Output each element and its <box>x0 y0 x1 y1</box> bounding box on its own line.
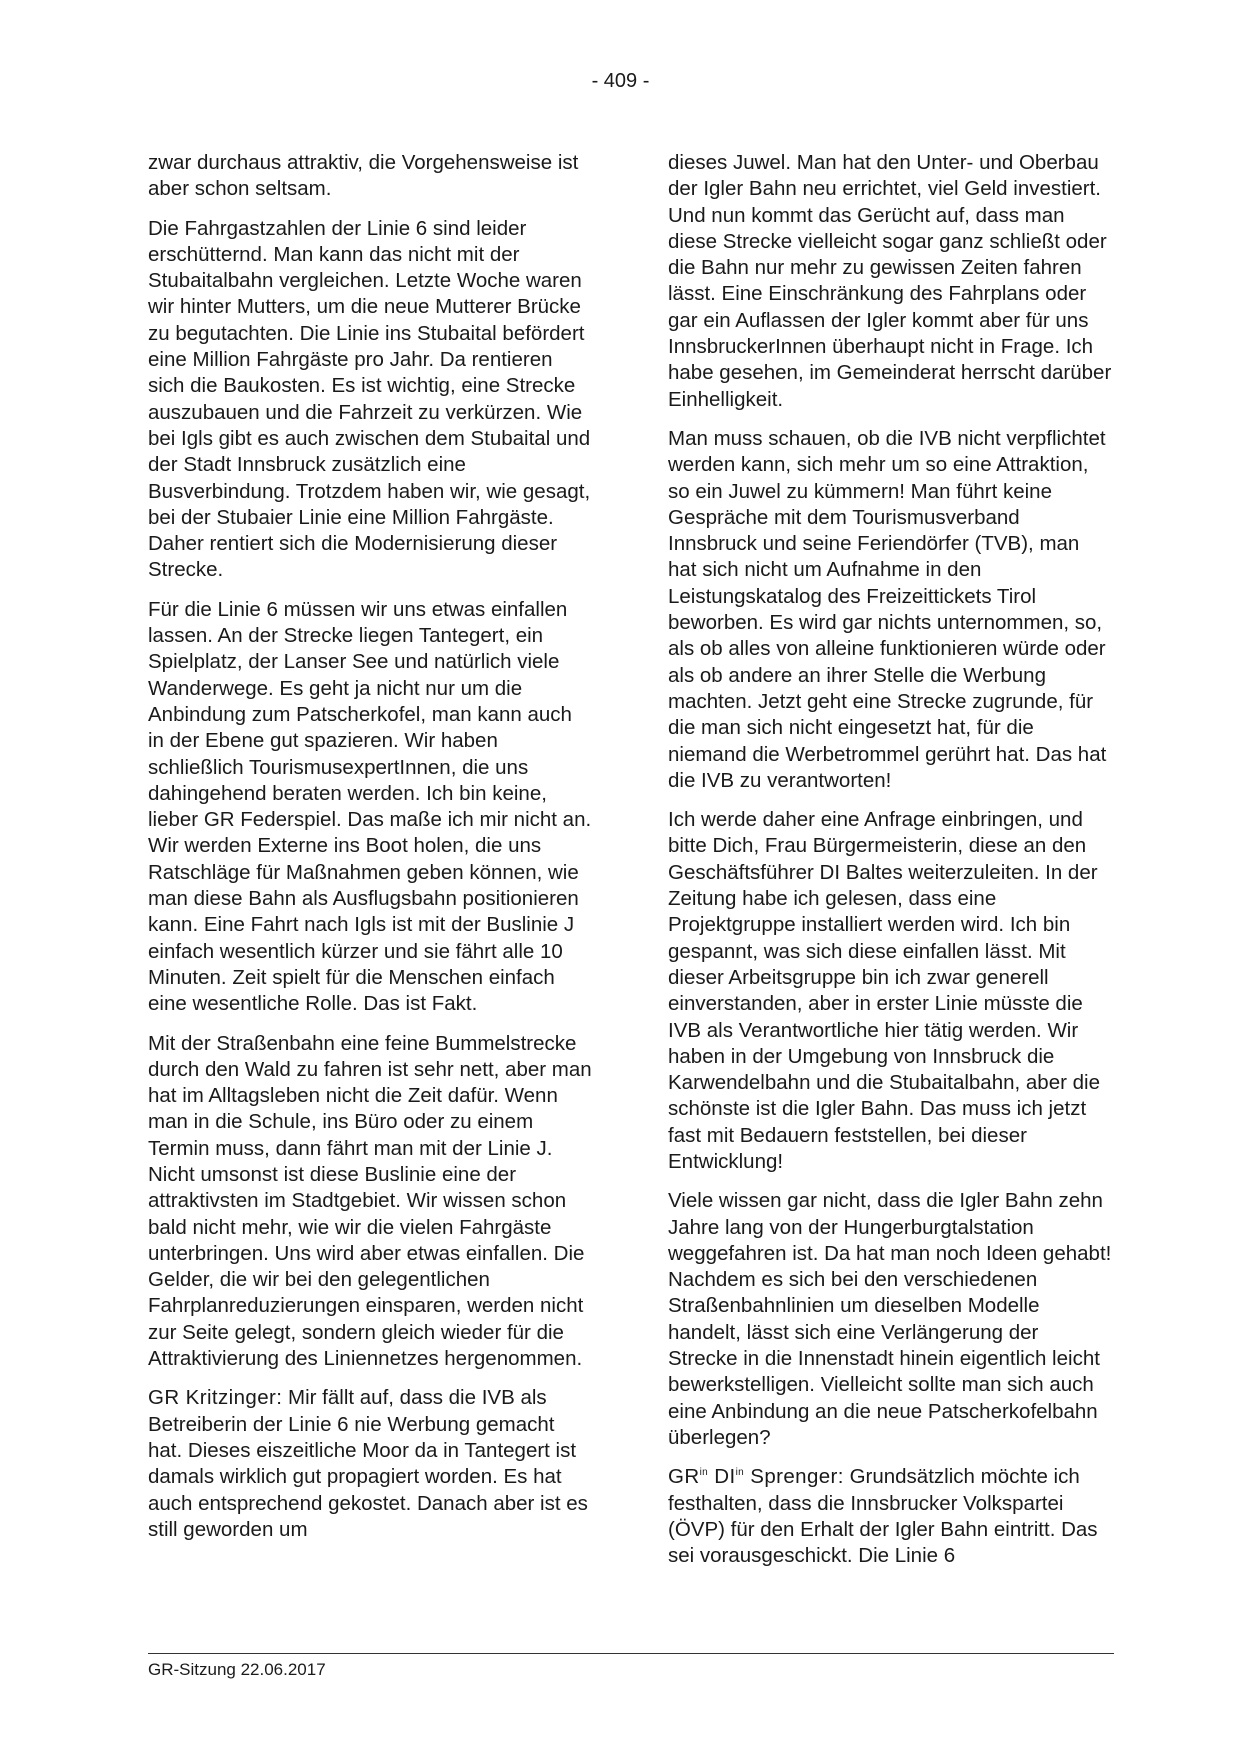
footer-divider <box>148 1653 1114 1654</box>
speaker-paragraph <box>668 1464 1112 1569</box>
speaker-title-di: DI <box>708 1465 736 1489</box>
speaker-title-di-suffix: in <box>735 1467 745 1479</box>
paragraph: Die Fahrgastzahlen der Linie 6 sind leider erschütternd. Man kann das nicht mit der Stubaitalbahn vergleichen. Letzte Woche waren wir hinter Mutters, um die neue Mutterer Brücke zu begutachten. Die Linie ins Stubaital befördert eine Million Fahrgäste pro Jahr. Da rentieren sich die Baukosten. Es ist wichtig, eine Strecke auszubauen und die Fahrzeit zu verkürzen. Wie bei Igls gibt es auch zwischen dem Stubaital und der Stadt Innsbruck zusätzlich eine Busverbindung. Trotzdem haben wir, wie gesagt, bei der Stubaier Linie eine Million Fahrgäste. Daher rentiert sich die Modernisierung dieser Strecke. <box>148 216 591 582</box>
paragraph: Für die Linie 6 müssen wir uns etwas einfallen lassen. An der Strecke liegen Tantegert, ein Spielplatz, der Lanser See und natürlich viele Wanderwege. Es geht ja nicht nur um die Anbindung zum Patscherkofel, man kann auch in der Ebene gut spazieren. Wir haben schließlich TourismusexpertInnen, die uns dahingehend beraten werden. Ich bin keine, lieber GR Federspiel. Das maße ich mir nicht an. Wir werden Externe ins Boot holen, die uns Ratschläge für Maßnahmen geben können, wie man diese Bahn als Ausflugsbahn positionieren kann. Eine Fahrt nach Igls ist mit der Buslinie J einfach wesentlich kürzer und sie fährt alle 10 Minuten. Zeit spielt für die Menschen einfach eine wesentliche Rolle. Das ist Fakt. <box>148 597 592 1016</box>
speaker-text: Grundsätzlich möchte ich festhalten, dass die Innsbrucker Volkspartei (ÖVP) für den Erhalt der Igler Bahn eintritt. Das sei vorausgeschickt. Die Linie 6 <box>668 1465 1098 1568</box>
speaker-name <box>668 1465 844 1488</box>
left-column <box>148 150 592 1556</box>
footer-session-date: GR-Sitzung 22.06.2017 <box>148 1660 326 1679</box>
speaker-text: Mir fällt auf, dass die IVB als Betreiberin der Linie 6 nie Werbung gemacht hat. Dieses eiszeitliche Moor da in Tantegert ist damals wirklich gut propagiert worden. Es hat auch entsprechend gekostet. Danach aber ist es still geworden um <box>148 1386 588 1541</box>
paragraph: Man muss schauen, ob die IVB nicht verpflichtet werden kann, sich mehr um so eine Attraktion, so ein Juwel zu kümmern! Man führt keine Gespräche mit dem Tourismusverband Innsbruck und seine Feriendörfer (TVB), man hat sich nicht um Aufnahme in den Leistungskatalog des Freizeittickets Tirol beworben. Es wird gar nichts unternommen, so, als ob alles von alleine funktionieren würde oder als ob andere an ihrer Stelle die Werbung machten. Jetzt geht eine Strecke zugrunde, für die man sich nicht eingesetzt hat, für die niemand die Werbetrommel gerührt hat. Das hat die IVB zu verantworten! <box>668 426 1107 792</box>
paragraph: zwar durchaus attraktiv, die Vorgehensweise ist aber schon seltsam. <box>148 151 579 201</box>
paragraph: Ich werde daher eine Anfrage einbringen, und bitte Dich, Frau Bürgermeisterin, diese an den Geschäftsführer DI Baltes weiterzuleiten. In der Zeitung habe ich gelesen, dass eine Projektgruppe installiert werden wird. Ich bin gespannt, was sich diese einfallen lässt. Mit dieser Arbeitsgruppe bin ich zwar generell einverstanden, aber in erster Linie müsste die IVB als Verantwortliche hier tätig werden. Wir haben in der Umgebung von Innsbruck die Karwendelbahn und die Stubaitalbahn, aber die schönste ist die Igler Bahn. Das muss ich jetzt fast mit Bedauern feststellen, bei dieser Entwicklung! <box>668 808 1100 1173</box>
speaker-surname: Sprenger: <box>744 1465 844 1489</box>
paragraph: Mit der Straßenbahn eine feine Bummelstrecke durch den Wald zu fahren ist sehr nett, aber man hat im Alltagsleben nicht die Zeit dafür. Wenn man in die Schule, ins Büro oder zu einem Termin muss, dann fährt man mit der Linie J. Nicht umsonst ist diese Buslinie eine der attraktivsten im Stadtgebiet. Wir wissen schon bald nicht mehr, wie wir die vielen Fahrgäste unterbringen. Uns wird aber etwas einfallen. Die Gelder, die wir bei den gelegentlichen Fahrplanreduzierungen einsparen, werden nicht zur Seite gelegt, sondern gleich wieder für die Attraktivierung des Liniennetzes hergenommen. <box>148 1031 592 1371</box>
right-column <box>668 150 1112 1582</box>
paragraph: dieses Juwel. Man hat den Unter- und Oberbau der Igler Bahn neu errichtet, viel Geld investiert. Und nun kommt das Gerücht auf, dass man diese Strecke vielleicht sogar ganz schließt oder die Bahn nur mehr zu gewissen Zeiten fahren lässt. Eine Einschränkung des Fahrplans oder gar ein Auflassen der Igler kommt aber für uns InnsbruckerInnen überhaupt nicht in Frage. Ich habe gesehen, im Gemeinderat herrscht darüber Einhelligkeit. <box>668 151 1112 411</box>
paragraph: Viele wissen gar nicht, dass die Igler Bahn zehn Jahre lang von der Hungerburgtalstation weggefahren ist. Da hat man noch Ideen gehabt! Nachdem es sich bei den verschiedenen Straßenbahnlinien um dieselben Modelle handelt, lässt sich eine Verlängerung der Strecke in die Innenstadt hinein eigentlich leicht bewerkstelligen. Vielleicht sollte man sich auch eine Anbindung an die neue Patscherkofelbahn überlegen? <box>668 1189 1112 1449</box>
page-number: - 409 - <box>591 70 650 92</box>
speaker-title-gr: GR <box>668 1465 700 1489</box>
speaker-paragraph <box>148 1385 592 1543</box>
speaker-title-gr-suffix: in <box>699 1467 709 1479</box>
speaker-name: GR Kritzinger: <box>148 1386 283 1410</box>
